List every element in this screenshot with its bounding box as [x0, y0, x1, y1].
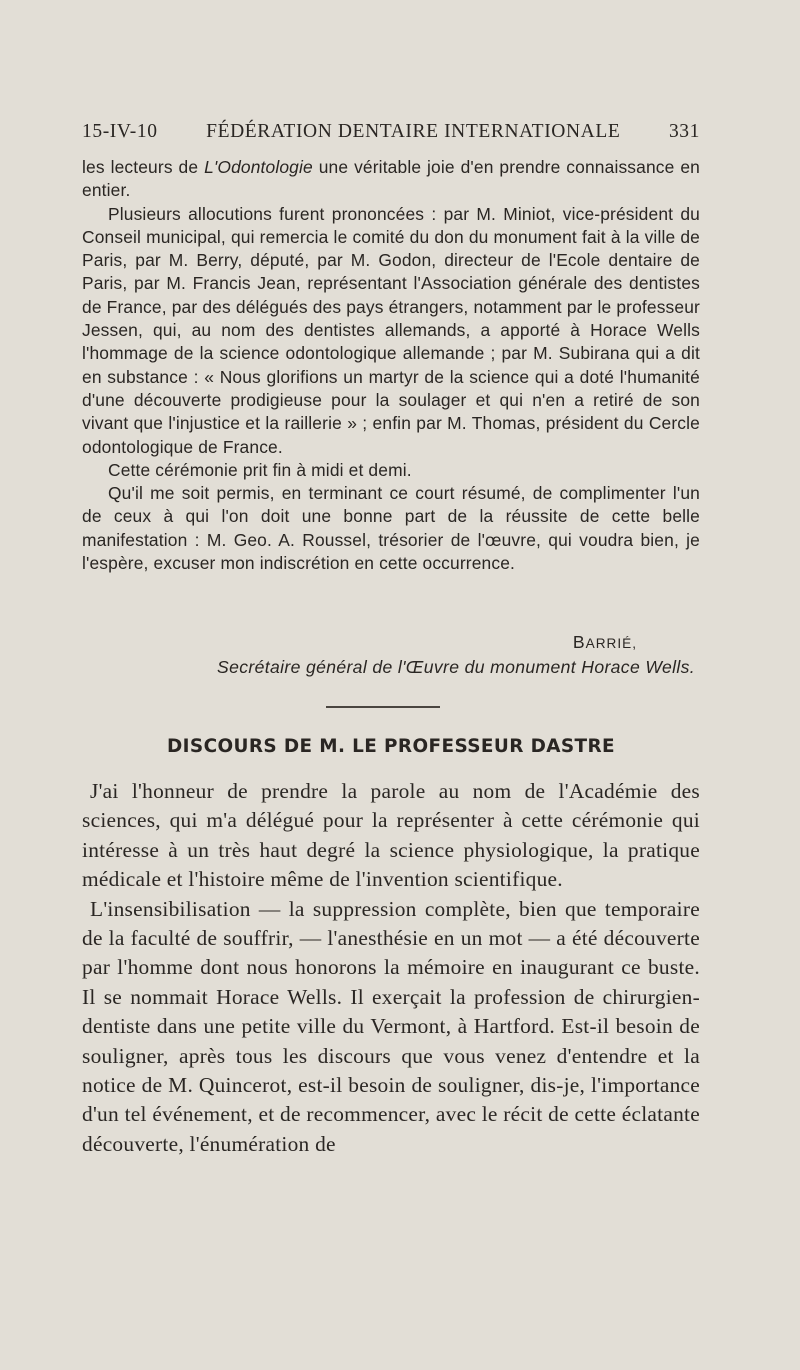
- paragraph-ceremony-end: Cette cérémonie prit fin à midi et demi.: [108, 459, 412, 480]
- journal-title: L'Odontologie: [204, 157, 313, 177]
- speech-section: [82, 777, 700, 1159]
- section-divider: [326, 706, 440, 708]
- section-heading: DISCOURS DE M. LE PROFESSEUR DASTRE: [167, 736, 615, 757]
- speech-paragraph-1: J'ai l'honneur de prendre la parole au nom de l'Académie des sciences, qui m'a délégué pour la représenter à cette cérémonie qui intéresse à un très haut degré la science physiologique, la pratique médicale et l'histoire même de l'invention scientifique.: [82, 779, 700, 892]
- running-header: [82, 121, 700, 143]
- paragraph-allocutions: Plusieurs allocutions furent prononcées : par M. Miniot, vice-président du Conseil municipal, qui remercia le comité du don du monument fait à la ville de Paris, par M. Berry, député, par M. Godon, directeur de l'Ecole dentaire de Paris, par M. Francis Jean, représentant l'Association générale des dentistes de France, par des délégués des pays étrangers, notamment par le professeur Jessen, qui, au nom des dentistes allemands, a apporté à Horace Wells l'hommage de la science odontologique allemande ; par M. Subirana qui a dit en substance : « Nous glorifions un martyr de la science qui a doté l'humanité d'une découverte prodigieuse pour la soulager et qui n'en a retiré de son vivant que l'injustice et la raillerie » ; enfin par M. Thomas, président du Cercle odontologique de France.: [82, 203, 700, 457]
- paragraph-closing: Qu'il me soit permis, en terminant ce court résumé, de complimenter l'un de ceux à qui l'on doit une bonne part de la réussite de cette belle manifestation : M. Geo. A. Roussel, trésorier de l'œuvre, qui voudra bien, je l'espère, excuser mon indiscrétion en cette occurrence.: [82, 483, 700, 574]
- page-number: 331: [668, 121, 700, 142]
- paragraph-continuation: les lecteurs de L'Odontologie une véritable joie d'en prendre connaissance en entier.: [82, 157, 700, 201]
- speech-paragraph-2: L'insensibilisation — la suppression complète, bien que temporaire de la faculté de souffrir, — l'anesthésie en un mot — a été découverte par l'homme dont nous honorons la mémoire en inaugurant ce buste. Il se nommait Horace Wells. Il exerçait la profession de chirurgien-dentiste dans une petite ville du Vermont, à Hartford. Est-il besoin de souligner, après tous les discours que vous venez d'entendre et la notice de M. Quincerot, est-il besoin de souligner, dis-je, l'importance d'un tel événement, et de recommencer, avec le récit de cette éclatante découverte, l'énumération de: [82, 896, 700, 1156]
- signature-name: BARRIÉ,: [572, 632, 637, 652]
- summary-section: [82, 156, 700, 575]
- header-date: 15-IV-10: [82, 121, 158, 142]
- header-title: FÉDÉRATION DENTAIRE INTERNATIONALE: [206, 121, 621, 142]
- signature-title: Secrétaire général de l'Œuvre du monument Horace Wells.: [217, 657, 695, 677]
